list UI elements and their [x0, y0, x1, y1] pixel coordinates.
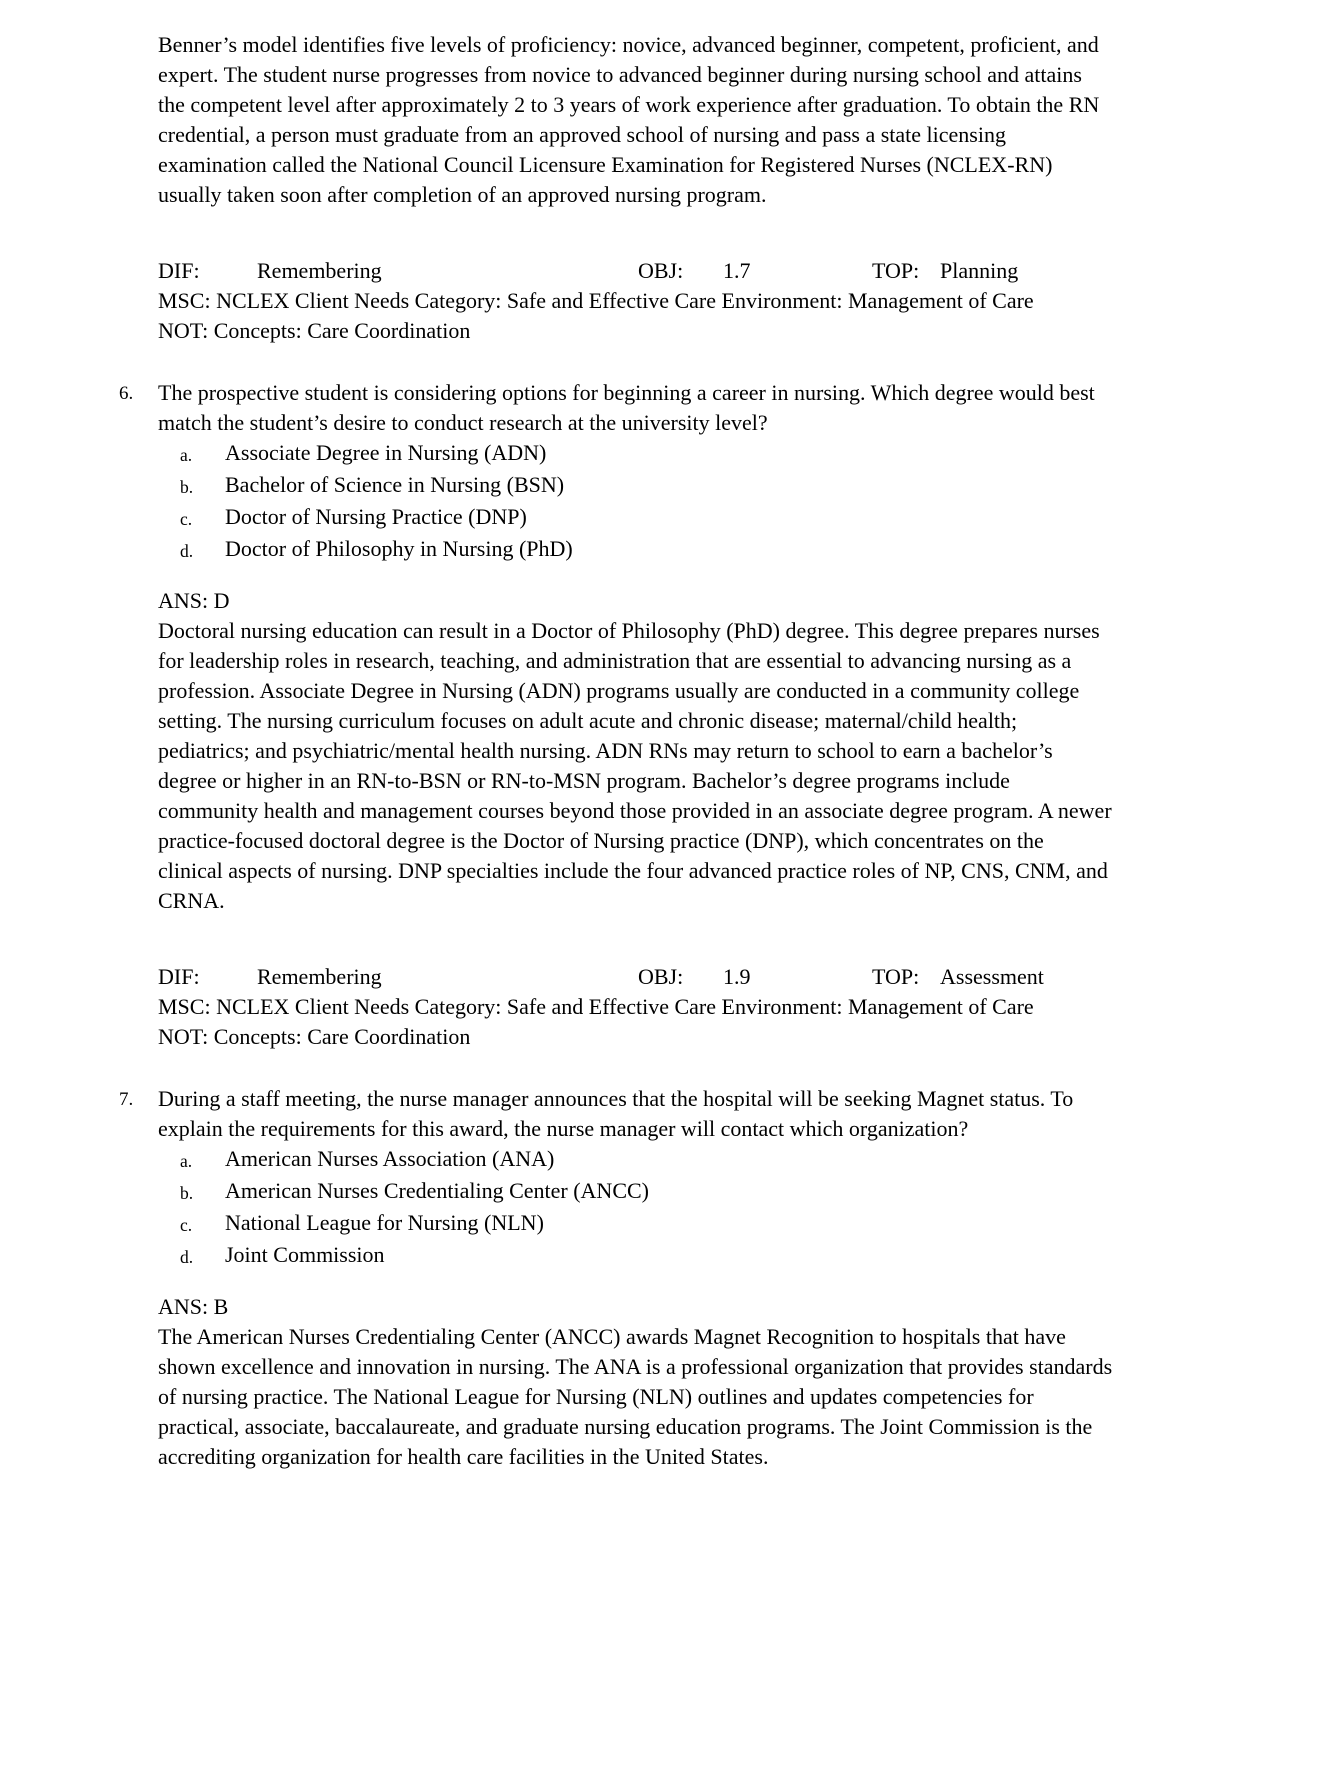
option-text: Doctor of Nursing Practice (DNP) — [225, 504, 527, 529]
option-text: American Nurses Credentialing Center (ANCC) — [225, 1178, 649, 1203]
option-d — [158, 1240, 1113, 1272]
option-letter: c. — [180, 1215, 193, 1235]
option-b — [158, 470, 1113, 502]
dif-label: DIF: — [158, 964, 200, 989]
question5-meta — [158, 256, 1113, 346]
top-cell — [872, 962, 1044, 992]
dif-cell — [158, 256, 638, 286]
not-line: NOT: Concepts: Care Coordination — [158, 318, 471, 343]
obj-cell — [638, 962, 872, 992]
msc-line: MSC: NCLEX Client Needs Category: Safe and Effective Care Environment: Management of Care — [158, 994, 1034, 1019]
top-value: Assessment — [940, 964, 1044, 989]
dif-value: Remembering — [257, 964, 382, 989]
obj-label: OBJ: — [638, 258, 684, 283]
question-7 — [0, 1084, 1320, 1472]
question-text: The prospective student is considering options for beginning a career in nursing. Which degree would best match the student’s desire to conduct research at the university level? — [158, 380, 1095, 435]
obj-value: 1.7 — [723, 258, 751, 283]
option-letter: b. — [180, 477, 194, 497]
obj-cell — [638, 256, 872, 286]
top-value: Planning — [940, 258, 1019, 283]
top-cell — [872, 256, 1018, 286]
rationale-text: The American Nurses Credentialing Center (ANCC) awards Magnet Recognition to hospitals that have shown excellence and innovation in nursing. The ANA is a professional organization that provides standards of nursing practice. The National League for Nursing (NLN) outlines and updates competencies for practical, associate, baccalaureate, and graduate nursing education programs. The Joint Commission is the accrediting organization for health care facilities in the United States. — [158, 1324, 1113, 1469]
dif-label: DIF: — [158, 258, 200, 283]
option-text: Doctor of Philosophy in Nursing (PhD) — [225, 536, 573, 561]
rationale-text: Doctoral nursing education can result in a Doctor of Philosophy (PhD) degree. This degree prepares nurses for leadership roles in research, teaching, and administration that are essential to advancing nursing as a profession. Associate Degree in Nursing (ADN) programs usually are conducted in a community college setting. The nursing curriculum focuses on adult acute and chronic disease; maternal/child health; pediatrics; and psychiatric/mental health nursing. ADN RNs may return to school to earn a bachelor’s degree or higher in an RN-to-BSN or RN-to-MSN program. Bachelor’s degree programs include community health and management courses beyond those provided in an associate degree program. A newer practice-focused doctoral degree is the Doctor of Nursing practice (DNP), which concentrates on the clinical aspects of nursing. DNP specialties include the four advanced practice roles of NP, CNS, CNM, and CRNA. — [158, 618, 1112, 913]
top-label: TOP: — [872, 258, 920, 283]
option-letter: a. — [180, 445, 193, 465]
option-a — [158, 1144, 1113, 1176]
dif-obj-top-row — [158, 256, 1113, 286]
option-text: Joint Commission — [225, 1242, 385, 1267]
top-label: TOP: — [872, 964, 920, 989]
option-letter: d. — [180, 541, 194, 561]
answer-line: ANS: B — [158, 1294, 229, 1319]
question5-answer-continuation — [158, 30, 1320, 346]
question-text: During a staff meeting, the nurse manager announces that the hospital will be seeking Magnet status. To explain the requirements for this award, the nurse manager will contact which organization? — [158, 1086, 1074, 1141]
msc-line: MSC: NCLEX Client Needs Category: Safe and Effective Care Environment: Management of Care — [158, 288, 1034, 313]
question-6 — [0, 378, 1320, 1052]
option-letter: d. — [180, 1247, 194, 1267]
option-letter: a. — [180, 1151, 193, 1171]
question6-meta — [158, 962, 1113, 1052]
question-number: 7. — [119, 1089, 134, 1110]
option-text: American Nurses Association (ANA) — [225, 1146, 555, 1171]
answer-line: ANS: D — [158, 588, 230, 613]
not-line: NOT: Concepts: Care Coordination — [158, 1024, 471, 1049]
option-d — [158, 534, 1113, 566]
option-b — [158, 1176, 1113, 1208]
option-c — [158, 1208, 1113, 1240]
dif-cell — [158, 962, 638, 992]
dif-value: Remembering — [257, 258, 382, 283]
option-text: Bachelor of Science in Nursing (BSN) — [225, 472, 565, 497]
option-text: National League for Nursing (NLN) — [225, 1210, 544, 1235]
option-text: Associate Degree in Nursing (ADN) — [225, 440, 547, 465]
rationale-text: Benner’s model identifies five levels of proficiency: novice, advanced beginner, competent, proficient, and expert. The student nurse progresses from novice to advanced beginner during nursing school and attains the competent level after approximately 2 to 3 years of work experience after graduation. To obtain the RN credential, a person must graduate from an approved school of nursing and pass a state licensing examination called the National Council Licensure Examination for Registered Nurses (NCLEX-RN) usually taken soon after completion of an approved nursing program. — [158, 32, 1100, 207]
obj-label: OBJ: — [638, 964, 684, 989]
option-letter: c. — [180, 509, 193, 529]
dif-obj-top-row — [158, 962, 1113, 992]
question-number: 6. — [119, 383, 134, 404]
obj-value: 1.9 — [723, 964, 751, 989]
option-letter: b. — [180, 1183, 194, 1203]
option-a — [158, 438, 1113, 470]
option-c — [158, 502, 1113, 534]
